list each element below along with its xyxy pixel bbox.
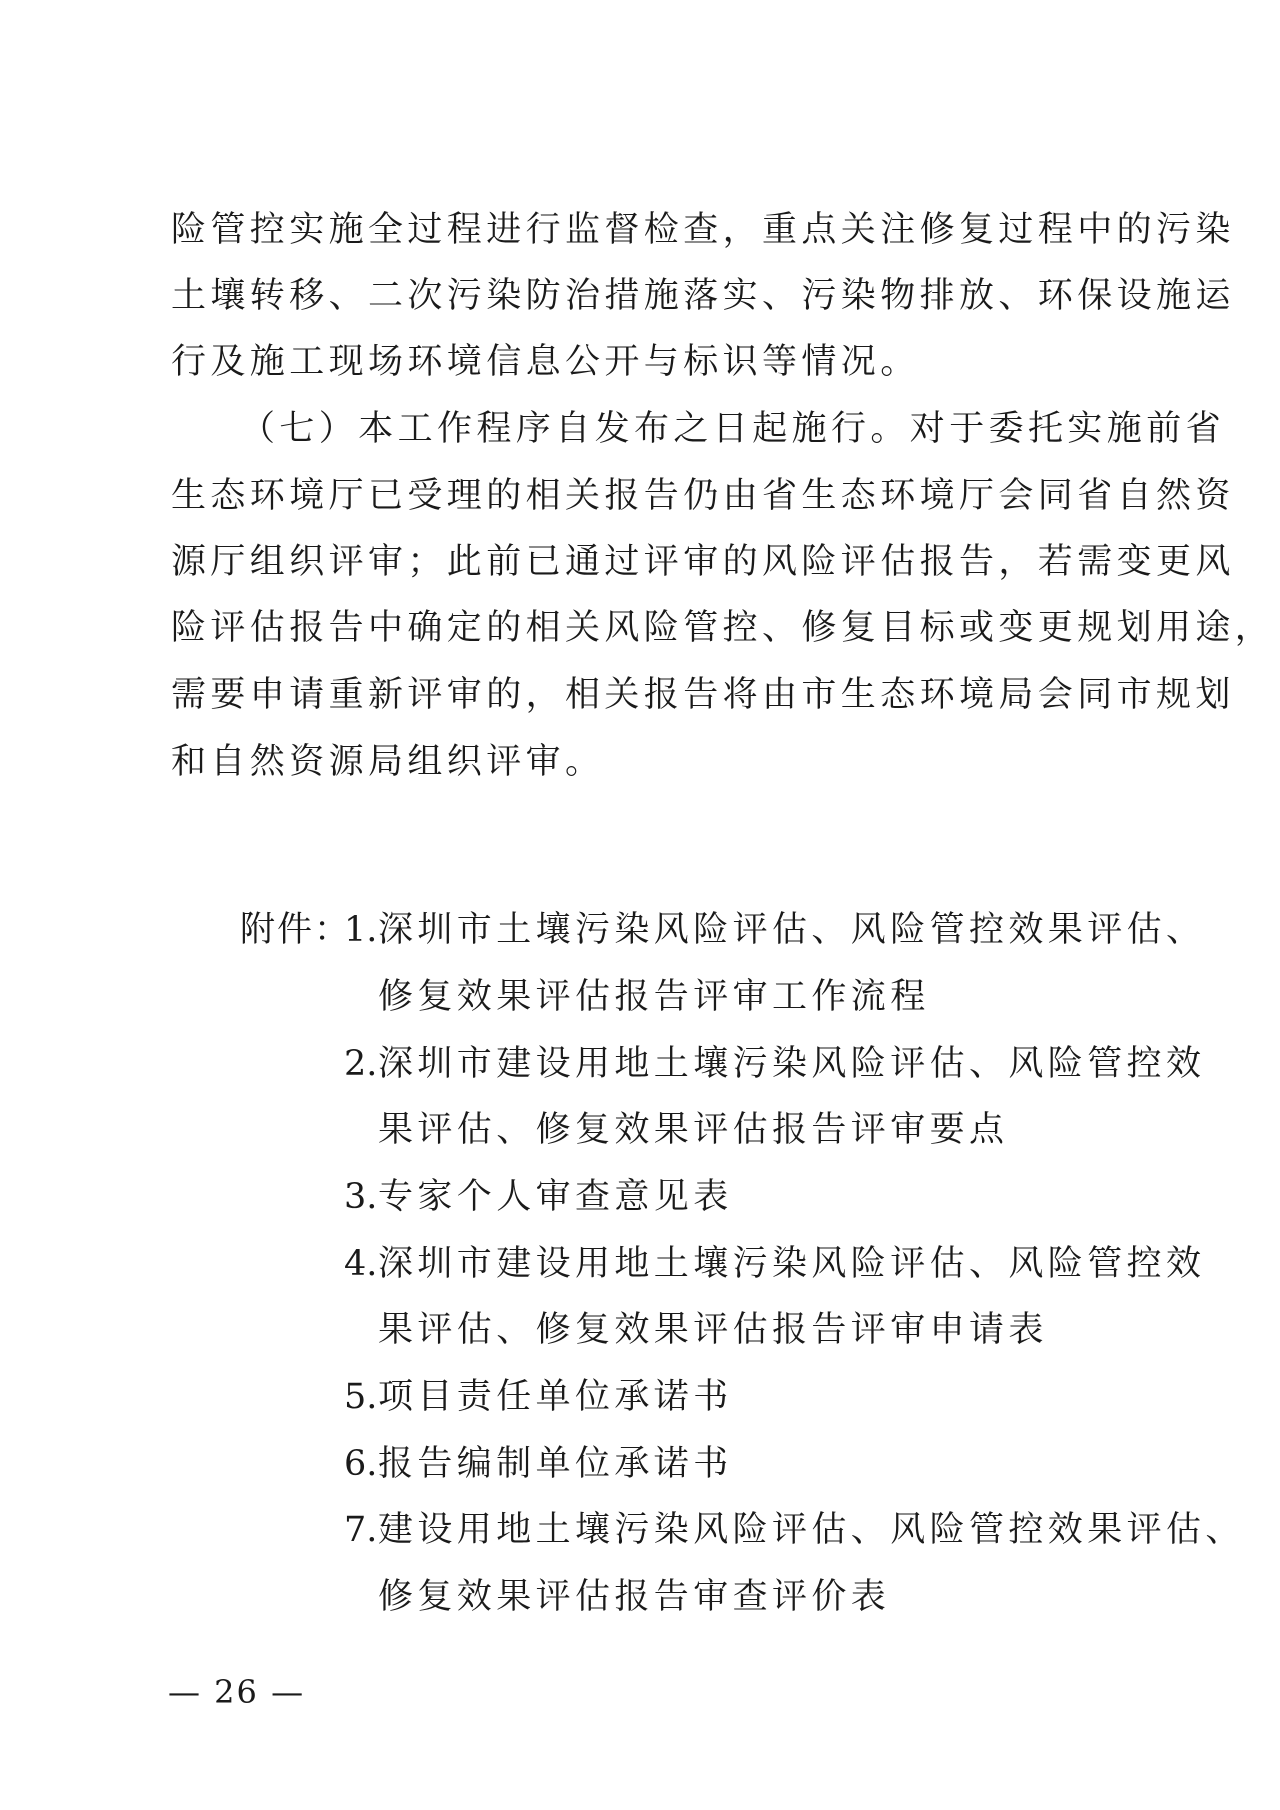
body-line-7: 险评估报告中确定的相关风险管控、修复目标或变更规划用途， <box>171 608 1275 648</box>
page-number: — 26 — <box>168 1673 306 1711</box>
attachment-item-5-number: 5. <box>344 1377 378 1417</box>
attachment-item-1-line-1: 深圳市土壤污染风险评估、风险管控效果评估、 <box>378 910 1206 950</box>
attachment-item-4-line-1: 深圳市建设用地土壤污染风险评估、风险管控效 <box>378 1244 1206 1284</box>
body-line-1: 险管控实施全过程进行监督检查，重点关注修复过程中的污染 <box>171 210 1235 250</box>
attachment-item-2-number: 2. <box>344 1044 378 1084</box>
attachment-item-7-line-2: 修复效果评估报告审查评价表 <box>378 1577 891 1617</box>
attachment-item-4-number: 4. <box>344 1244 378 1284</box>
attachments-label: 附件： <box>240 910 352 950</box>
body-line-5: 生态环境厅已受理的相关报告仍由省生态环境厅会同省自然资 <box>171 476 1235 516</box>
attachment-item-2-line-1: 深圳市建设用地土壤污染风险评估、风险管控效 <box>378 1044 1206 1084</box>
attachment-item-7-line-1: 建设用地土壤污染风险评估、风险管控效果评估、 <box>378 1510 1245 1550</box>
attachment-item-1-line-2: 修复效果评估报告评审工作流程 <box>378 977 930 1017</box>
body-line-3: 行及施工现场环境信息公开与标识等情况。 <box>171 342 920 382</box>
body-line-9: 和自然资源局组织评审。 <box>171 742 605 782</box>
body-line-6: 源厅组织评审；此前已通过评审的风险评估报告，若需变更风 <box>171 542 1235 582</box>
attachment-item-6-line-1: 报告编制单位承诺书 <box>378 1444 733 1484</box>
attachment-item-5-line-1: 项目责任单位承诺书 <box>378 1377 733 1417</box>
attachment-item-3-line-1: 专家个人审查意见表 <box>378 1177 733 1217</box>
body-line-4: （七）本工作程序自发布之日起施行。对于委托实施前省 <box>240 409 1226 449</box>
attachment-item-2-line-2: 果评估、修复效果评估报告评审要点 <box>378 1110 1009 1150</box>
attachment-item-3-number: 3. <box>344 1177 378 1217</box>
body-line-2: 土壤转移、二次污染防治措施落实、污染物排放、环保设施运 <box>171 276 1235 316</box>
attachment-item-6-number: 6. <box>344 1444 378 1484</box>
attachment-item-1-number: 1. <box>344 910 378 950</box>
attachment-item-7-number: 7. <box>344 1510 378 1550</box>
attachment-item-4-line-2: 果评估、修复效果评估报告评审申请表 <box>378 1310 1048 1350</box>
body-line-8: 需要申请重新评审的，相关报告将由市生态环境局会同市规划 <box>171 675 1235 715</box>
